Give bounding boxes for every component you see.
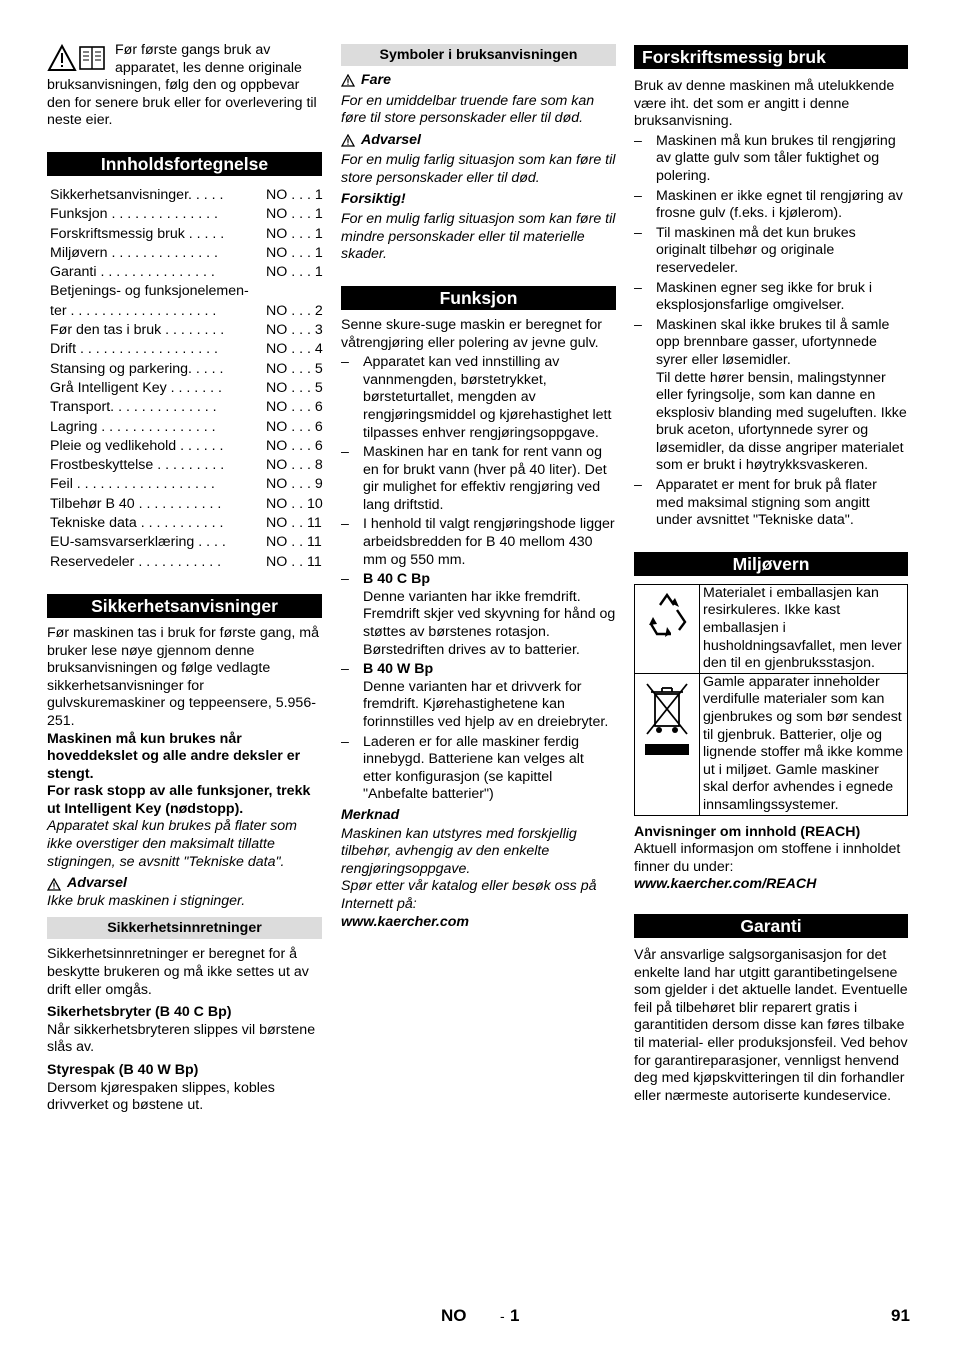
toc-title: Reservedeler . . . . . . . . . . .: [50, 553, 222, 570]
toc-row: [50, 244, 322, 263]
safety-warning-label: [47, 875, 322, 893]
footer-section-num: 1: [510, 1306, 520, 1325]
weee-cell: [635, 673, 700, 815]
intro-icons: [47, 44, 111, 74]
toc-row: [50, 437, 322, 456]
footer-page: 91: [891, 1306, 910, 1325]
recycle-text: Materialet i emballasjen kan resirkuleres. Ikke kast emballasjen i husholdningsavfallet, men lever den til en gjenbruksstasjon.: [700, 584, 908, 673]
footer-lang: NO: [441, 1306, 467, 1325]
toc-row: [50, 456, 322, 475]
devices-text: Sikkerhetsinnretninger er beregnet for å beskytte brukeren og må ikke settes ut av drift eller omgås.: [47, 946, 309, 998]
reach-heading: Anvisninger om innhold (REACH): [634, 823, 861, 840]
toc-row: [50, 186, 322, 205]
lever-text: Dersom kjørespaken slippes, kobles drivverket og bøstene ut.: [47, 1079, 275, 1114]
proper-use-item-4: Maskinen skal ikke brukes til å samle opp brennbare gasser, ufortynnede syrer eller løsemidler.: [656, 316, 890, 368]
toc-page: NO . . . 1: [266, 264, 323, 281]
toc-title: Stansing og parkering. . . . .: [50, 360, 224, 377]
toc-page: NO . . . 1: [266, 244, 323, 261]
toc-page: NO . . . 3: [266, 322, 323, 339]
toc-row: [50, 475, 322, 494]
toc-page: NO . . . 5: [266, 379, 323, 396]
safety-heading: Sikkerhetsanvisninger: [47, 594, 322, 618]
intro-text: Før første gangs bruk av apparatet, les denne originale bruksanvisningen, følg den og oppbevar den for senere bruk eller for overlevering til neste eier.: [47, 42, 317, 129]
toc-page: NO . . 11: [266, 515, 322, 532]
toc-title: Tilbehør B 40 . . . . . . . . . . .: [50, 495, 222, 512]
toc-title: Garanti . . . . . . . . . . . . . . .: [50, 264, 215, 281]
toc-page: NO . . 11: [266, 534, 322, 551]
toc-title: Forskriftsmessig bruk . . . . .: [50, 225, 225, 242]
switch-heading: Sikerhetsbryter (B 40 C Bp): [47, 1004, 232, 1021]
list-item: – I henhold til valgt rengjøringshode ligger arbeidsbredden for B 40 mellom 430 mm og 550 mm.: [341, 516, 616, 569]
intro-block: [47, 42, 322, 130]
environment-heading: Miljøvern: [634, 552, 908, 576]
manual-book-icon: [77, 44, 107, 72]
toc-page: NO . . . 1: [266, 206, 323, 223]
toc-title: Feil . . . . . . . . . . . . . . . . . .: [50, 476, 215, 493]
toc-title: Drift . . . . . . . . . . . . . . . . . .: [50, 341, 218, 358]
toc-row: [50, 533, 322, 552]
symbols-section: [341, 72, 616, 264]
list-item: – Apparatet er ment for bruk på flater med maksimal stigning som angitt under avsnittet "Tekniske data".: [634, 477, 908, 530]
toc-row: [50, 495, 322, 514]
warning-triangle-icon: [47, 44, 77, 72]
toc-page: NO . . . 4: [266, 341, 323, 358]
toc-title: Grå Intelligent Key . . . . . . .: [50, 379, 222, 396]
toc-row: [50, 398, 322, 417]
list-item: – Maskinen er ikke egnet til rengjøring av frosne gulv (f.eks. i kjølerom).: [634, 188, 908, 223]
toc-title: Frostbeskyttelse . . . . . . . . .: [50, 457, 225, 474]
warn-label: Advarsel: [361, 131, 421, 148]
list-item: – Maskinen må kun brukes til rengjøring av glatte gulv som tåler fuktighet og polering.: [634, 133, 908, 186]
toc-page: NO . . . 2: [266, 302, 323, 319]
toc-row: [50, 302, 322, 321]
column-middle: [341, 42, 616, 931]
list-item-b40c: [341, 571, 616, 659]
toc-title: Før den tas i bruk . . . . . . . .: [50, 322, 225, 339]
warn-label-row: [341, 132, 616, 150]
safety-warn-label: Advarsel: [67, 875, 127, 892]
b40c-text: Denne varianten har ikke fremdrift. Fremdrift skjer ved skyvning for hånd og støttes av børstenes rotasjon. Børstedriften drives av to batterier.: [363, 588, 616, 658]
toc-row: [50, 225, 322, 244]
warning-triangle-icon: [341, 134, 355, 147]
toc-page: NO . . . 1: [266, 187, 323, 203]
column-left: [47, 42, 322, 1115]
toc-page: NO . . 10: [266, 495, 323, 512]
toc-page: NO . . 11: [266, 553, 322, 570]
proper-use-intro: Bruk av denne maskinen må utelukkende være iht. det som er angitt i denne bruksanvisning.: [634, 78, 895, 130]
toc-row: [50, 360, 322, 379]
safety-p3: For rask stopp av alle funksjoner, trekk ut Intelligent Key (nødstopp).: [47, 783, 311, 817]
toc-row: [50, 263, 322, 282]
toc-row: [50, 379, 322, 398]
list-item: – Til maskinen må det kun brukes originalt tilbehør og originale reservedeler.: [634, 225, 908, 278]
reach-text: Aktuell informasjon om stoffene i innholdet finner du under:: [634, 841, 901, 875]
toc-page: [266, 282, 322, 301]
toc-title: Funksjon . . . . . . . . . . . . . .: [50, 206, 218, 223]
toc-page: NO . . . 8: [266, 457, 323, 474]
warranty-text: Vår ansvarlige salgsorganisasjon for det enkelte land har utgitt garantibetingelsene som gjelder i det aktuelle landet. Eventuelle feil på tilbehøret blir reparert gratis i garantitiden dersom disse kan føres tilbake til material- eller produksjonsfeil. Ved behov for garantireparasjoner, vennligst henvend deg med kjøpskvitteringen til din forhandler eller nærmeste autoriserte kundeservice.: [634, 946, 908, 1104]
toc-title: Sikkerhetsanvisninger. . . . .: [50, 187, 224, 203]
footer-section: -: [500, 1308, 505, 1324]
safety-p4: Apparatet skal kun brukes på flater som ikke overstiger den maksimalt tillatte stigningen, se avsnitt "Tekniske data".: [47, 818, 297, 870]
safety-warn-text: Ikke bruk maskinen i stigninger.: [47, 892, 246, 909]
safety-p2: Maskinen må kun brukes når hoveddekslet og alle andre deksler er stengt.: [47, 730, 301, 782]
recycle-icon: [641, 589, 693, 641]
toc-page: NO . . . 9: [266, 476, 323, 493]
warning-triangle-icon: [47, 878, 61, 891]
danger-label-row: [341, 72, 616, 90]
list-item-b40w: [341, 661, 616, 731]
proper-use-heading: Forskriftsmessig bruk: [634, 45, 908, 69]
toc-row: [50, 418, 322, 437]
safety-section: [47, 625, 322, 1115]
toc-title: Transport. . . . . . . . . . . . . .: [50, 399, 217, 416]
list-item: [634, 317, 908, 475]
devices-heading: Sikkerhetsinnretninger: [47, 917, 322, 939]
recycle-cell: [635, 584, 700, 673]
note-text-2: Spør etter vår katalog eller besøk oss på Internett på:: [341, 878, 597, 912]
toc-title: Betjenings- og funksjonelemen-: [50, 283, 249, 300]
function-section: [341, 317, 616, 931]
proper-use-section: [634, 78, 908, 530]
toc-row: [50, 553, 322, 572]
toc-list: [50, 186, 322, 572]
toc-row: [50, 321, 322, 340]
toc-page: NO . . . 5: [266, 360, 323, 377]
environment-table: [634, 584, 908, 816]
toc-page: NO . . . 6: [266, 399, 323, 416]
toc-title: Miljøvern . . . . . . . . . . . . . .: [50, 244, 218, 261]
caution-label: Forsiktig!: [341, 190, 406, 207]
b40w-label: B 40 W Bp: [363, 661, 434, 678]
proper-use-extra: Til dette hører bensin, malingstynner eller fyringsolje, som kan danne en eksplosiv blanding med sugeluften. Ikke bruk aceton, ufortynnede syrer og løsemidler, da disse angriper materialet som er brukt i høytrykksvaskeren.: [656, 369, 907, 474]
safety-p1: Før maskinen tas i bruk for første gang, må bruker lese nøye gjennom denne bruksanvisningen og følge vedlagte sikkerhetsanvisninger for gulvskuremaskiner og teppeensere, 5.956-251.: [47, 624, 320, 729]
caution-text: For en mulig farlig situasjon som kan føre til mindre personskader eller til materielle skader.: [341, 211, 616, 263]
toc-row: [50, 340, 322, 359]
function-list: [341, 354, 616, 804]
toc-page: NO . . . 1: [266, 225, 323, 242]
toc-page: NO . . . 6: [266, 418, 323, 435]
weee-bin-icon: [641, 678, 693, 762]
weee-text: Gamle apparater inneholder verdifulle materialer som kan gjenbrukes og som bør sendest til gjenbruk. Batterier, olje og lignende stoffer må ikke komme ut i miljøet. Gamle maskiner skal derfor avhendes i egnede innsamlingssystemer.: [700, 673, 908, 815]
b40w-text: Denne varianten har et drivverk for fremdrift. Kjørehastighetene kan forinnstilles ved hjelp av en dreiebryter.: [363, 678, 609, 730]
toc-title: EU-samsvarserklæring . . . .: [50, 534, 226, 551]
danger-text: For en umiddelbar truende fare som kan føre til store personskader eller til død.: [341, 92, 595, 127]
warranty-heading: Garanti: [634, 914, 908, 938]
function-heading: Funksjon: [341, 286, 616, 310]
note-label: Merknad: [341, 806, 400, 823]
danger-label: Fare: [361, 72, 391, 88]
warning-triangle-icon: [341, 74, 355, 87]
toc-title: ter . . . . . . . . . . . . . . . . . . .: [50, 302, 217, 319]
toc-title: Lagring . . . . . . . . . . . . . . .: [50, 418, 216, 435]
switch-text: Når sikkerhetsbryteren slippes vil børstene slås av.: [47, 1021, 316, 1056]
toc-page: NO . . . 6: [266, 437, 323, 454]
toc-title: Tekniske data . . . . . . . . . . .: [50, 515, 224, 532]
proper-use-list: [634, 133, 908, 530]
list-item: – Laderen er for alle maskiner ferdig innebygd. Batteriene kan velges alt etter konfigurasjon (se kapittel "Anbefalte batterier"): [341, 734, 616, 804]
function-intro: Senne skure-suge maskin er beregnet for våtrengjøring eller polering av jevne gulv.: [341, 316, 603, 351]
toc-title: Pleie og vedlikehold . . . . . .: [50, 437, 224, 454]
toc-row: [50, 205, 322, 224]
reach-url: www.kaercher.com/REACH: [634, 876, 817, 893]
lever-heading: Styrespak (B 40 W Bp): [47, 1062, 199, 1078]
symbols-heading: Symboler i bruksanvisningen: [341, 44, 616, 66]
note-text: Maskinen kan utstyres med forskjellig tilbehør, avhengig av den enkelte rengjøringsoppgave.: [341, 825, 577, 877]
toc-row: [50, 514, 322, 533]
list-item: – Maskinen egner seg ikke for bruk i eksplosjonsfarlige omgivelser.: [634, 280, 908, 315]
column-right: [634, 42, 908, 1105]
note-url: www.kaercher.com: [341, 913, 470, 930]
list-item: – Apparatet kan ved innstilling av vannmengden, børstetrykket, børsteturtallet, mengden av rengjøringsmiddel og kjørehastighet lett tilpasses enhver rengjøringsoppgave.: [341, 354, 616, 442]
toc-row: [50, 282, 322, 301]
b40c-label: B 40 C Bp: [363, 571, 431, 588]
list-item: – Maskinen har en tank for rent vann og en for brukt vann (hver på 40 liter). Det gir mulighet for effektiv rengjøring ved lang driftstid.: [341, 444, 616, 514]
warn-text: For en mulig farlig situasjon som kan føre til store personskader eller til død.: [341, 152, 616, 186]
toc-heading: Innholdsfortegnelse: [47, 152, 322, 176]
